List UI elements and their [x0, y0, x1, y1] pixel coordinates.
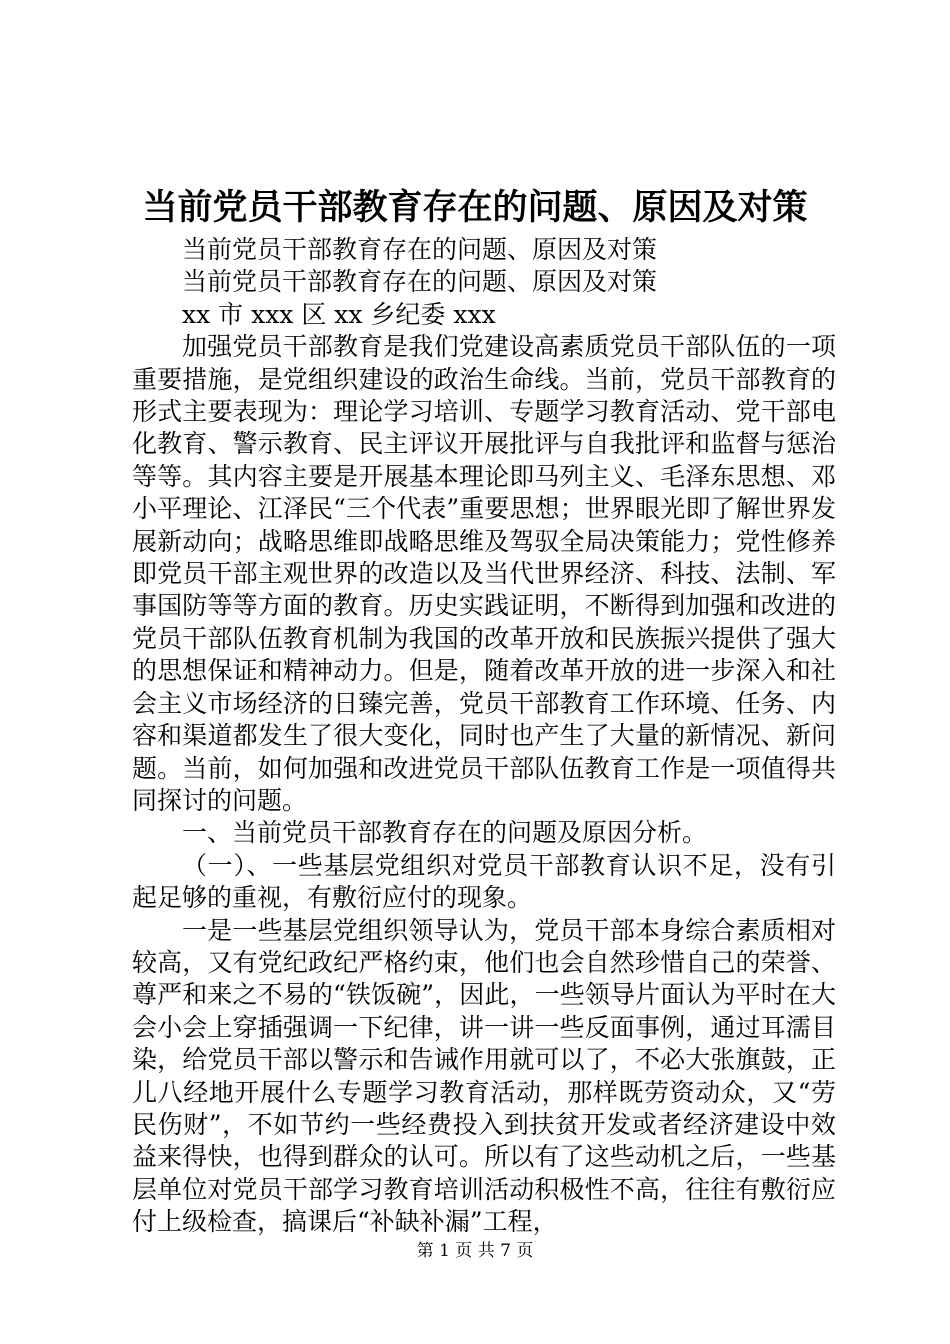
document-title: 当前党员干部教育存在的问题、原因及对策 — [142, 187, 808, 228]
page-footer: 第 1 页 共 7 页 — [416, 1241, 534, 1261]
section-heading: 一、当前党员干部教育存在的问题及原因分析。 — [182, 818, 708, 848]
subtitle-line: 当前党员干部教育存在的问题、原因及对策 — [182, 235, 658, 264]
subtitle-line: 当前党员干部教育存在的问题、原因及对策 — [182, 267, 658, 297]
subsection-heading: （一）、一些基层党组织对党员干部教育认识不足，没有引起足够的重视，有敷衍应付的现象。 — [132, 850, 836, 913]
body-paragraph: 一是一些基层党组织领导认为，党员干部本身综合素质相对较高，又有党纪政纪严格约束，他们也会自然珍惜自己的荣誉、尊严和来之不易的“铁饭碗”，因此，一些领导片面认为平时在大会小会上穿插强调一下纪律，讲一讲一些反面事例，通过耳濡目染，给党员干部以警示和告诫作用就可以了，不必大张旗鼓，正儿八经地开展什么专题学习教育活动，那样既劳资动众，又“劳民伤财”，不如节约一些经费投入到扶贫开发或者经济建设中效益来得快，也得到群众的认可。所以有了这些动机之后，一些基层单位对党员干部学习教育培训活动积极性不高，往往有敷衍应付上级检查，搞课后“补缺补漏”工程， — [132, 915, 836, 1237]
author-line: xx 市 xxx 区 xx 乡纪委 xxx — [182, 299, 496, 329]
body-paragraph: 加强党员干部教育是我们党建设高素质党员干部队伍的一项重要措施，是党组织建设的政治生命线。当前，党员干部教育的形式主要表现为：理论学习培训、专题学习教育活动、党干部电化教育、警示教育、民主评议开展批评与自我批评和监督与惩治等等。其内容主要是开展基本理论即马列主义、毛泽东思想、邓小平理论、江泽民“三个代表”重要思想；世界眼光即了解世界发展新动向；战略思维即战略思维及驾驭全局决策能力；党性修养即党员干部主观世界的改造以及当代世界经济、科技、法制、军事国防等等方面的教育。历史实践证明，不断得到加强和改进的党员干部队伍教育机制为我国的改革开放和民族振兴提供了强大的思想保证和精神动力。但是，随着改革开放的进一步深入和社会主义市场经济的日臻完善，党员干部教育工作环境、任务、内容和渠道都发生了很大变化，同时也产生了大量的新情况、新问题。当前，如何加强和改进党员干部队伍教育工作是一项值得共同探讨的问题。 — [132, 332, 836, 815]
document-body — [132, 234, 836, 1239]
